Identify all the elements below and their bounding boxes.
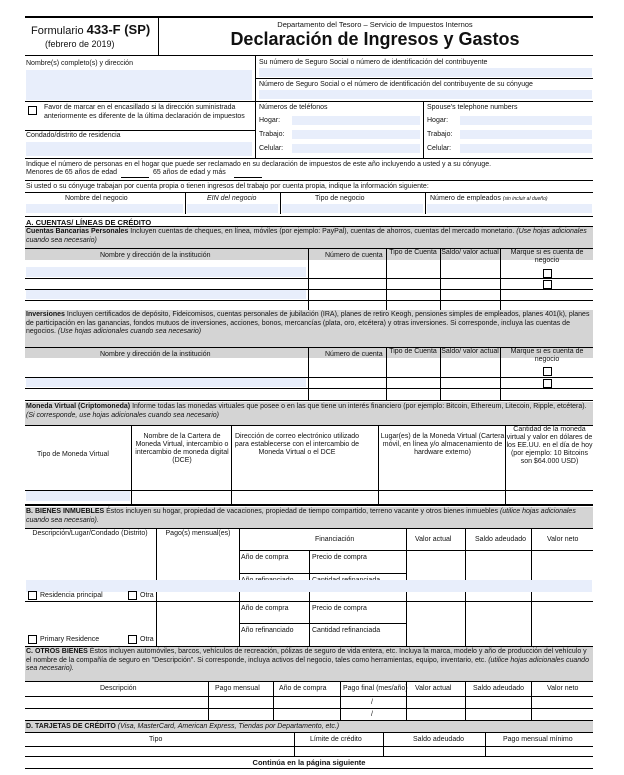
- other-checkbox-2[interactable]: [128, 635, 137, 644]
- ssn-spouse-label: Número de Seguro Social o el número de identificación del contribuyente de su cónyuge: [259, 81, 533, 88]
- inv-col-account: Número de cuenta: [325, 351, 383, 358]
- address-change-text: Favor de marcar en el encasillado si la dirección suministrada anteriormente es diferente de la última declaración de impuestos: [44, 104, 245, 120]
- ein-label: EIN del negocio: [207, 195, 257, 202]
- address-change-checkbox[interactable]: [28, 106, 37, 115]
- oa-col-final: Pago final (mes/año): [343, 685, 408, 692]
- self-employed-text: Si usted o su cónyuge trabajan por cuenta propia o tienen ingresos del trabajo por cuenta propia, indique la información siguiente:: [26, 183, 429, 190]
- oa-col-net: Valor neto: [547, 685, 579, 692]
- county-label: Condado/distrito de residencia: [26, 132, 121, 139]
- business-name-field[interactable]: [26, 204, 183, 213]
- name-address-label: Nombre(s) completo(s) y dirección: [26, 60, 133, 67]
- over65-label: 65 años de edad y más: [153, 169, 226, 176]
- department-name: Departamento del Tesoro – Servicio de Impuestos Internos: [277, 20, 473, 29]
- inv-row-2[interactable]: [26, 378, 306, 387]
- bank-row-2[interactable]: [26, 289, 306, 299]
- spouse-cell-field[interactable]: [460, 144, 592, 153]
- re1-purchase-price: Precio de compra: [312, 554, 367, 561]
- oa-row2-slash: /: [371, 711, 373, 718]
- re-col-desc: Descripción/Lugar/Condado (Distrito): [32, 530, 148, 537]
- home-phone-label: Hogar:: [259, 117, 281, 124]
- inv-col-business: Marque si es cuenta de negocio: [510, 348, 584, 363]
- re1-year-purchase: Año de compra: [241, 554, 289, 561]
- re-row-1-fields[interactable]: [26, 580, 592, 592]
- bank-business-checkbox-2[interactable]: [543, 280, 552, 289]
- re-col-payment: Pago(s) mensual(es): [165, 530, 231, 537]
- crypto-col-wallet: Nombre de la Cartera de Moneda Virtual, intercambio o intercambio de moneda digital (DCE): [135, 433, 229, 464]
- primary-residence-checkbox-2[interactable]: [28, 635, 37, 644]
- other-label-1: Otra: [140, 592, 154, 599]
- form-header: [25, 16, 593, 56]
- spouse-cell-label: Celular:: [427, 145, 452, 152]
- spouse-work-field[interactable]: [460, 130, 592, 139]
- form-number: Formulario 433-F (SP): [31, 22, 151, 37]
- oa-col-desc: Descripción: [100, 685, 137, 692]
- re-col-net: Valor neto: [547, 536, 579, 543]
- re2-year-purchase: Año de compra: [241, 605, 289, 612]
- bank-col-business: Marque si es cuenta de negocio: [510, 249, 584, 264]
- bank-col-account: Número de cuenta: [325, 252, 383, 259]
- re2-purchase-price: Precio de compra: [312, 605, 367, 612]
- crypto-col-value: Cantidad de la moneda virtual y valor en dólares de los EE.UU. en el día de hoy (por ejemplo: 10 Bitcoins son $64.000 USD): [506, 426, 593, 465]
- form-page: [25, 16, 593, 770]
- county-field[interactable]: [26, 142, 252, 156]
- business-name-label: Nombre del negocio: [65, 195, 128, 202]
- work-phone-field[interactable]: [292, 130, 420, 139]
- spouse-work-label: Trabajo:: [427, 131, 453, 138]
- form-title: Declaración de Ingresos y Gastos: [230, 29, 520, 49]
- ssn-taxpayer-field[interactable]: [259, 68, 592, 77]
- crypto-row-1[interactable]: [26, 491, 130, 501]
- bank-col-name: Nombre y dirección de la institución: [100, 252, 211, 259]
- under65-label: Menores de 65 años de edad: [26, 169, 118, 176]
- other-checkbox-1[interactable]: [128, 591, 137, 600]
- section-a-title: A. CUENTAS/ LÍNEAS DE CRÉDITO: [26, 218, 152, 227]
- form-date: (febrero de 2019): [45, 39, 115, 49]
- re-col-balance: Saldo adeudado: [475, 536, 526, 543]
- section-c-text: C. OTROS BIENES Éstos incluyen automóviles, barcos, vehículos de recreación, pólizas de seguro de vida entera, etc. Incluya la marca, modelo y año de producción del vehículo y el nombre de la compañía de seguro en "Descripción". Si corresponde, incluya activos del negocio, tales como herramientas, equipo, inventario, etc. (utilice hojas adicionales cuando sea necesario).: [26, 648, 589, 672]
- re-col-financing: Financiación: [315, 536, 355, 543]
- re2-year-refi: Año refinanciado: [241, 627, 294, 634]
- crypto-text: Moneda Virtual (Criptomoneda) Informe todas las monedas virtuales que posee o en las que tiene un interés financiero (por ejemplo: Bitcoin, Ethereum, Litecoin, Ripple, etcétera). (Si corresponde, use hojas adicionales cuando sea necesario): [26, 403, 587, 419]
- ssn-taxpayer-label: Su número de Seguro Social o número de identificación del contribuyente: [259, 59, 488, 66]
- bank-row-1[interactable]: [26, 267, 306, 277]
- cell-phone-label: Celular:: [259, 145, 284, 152]
- primary-residence-label-2: Primary Residence: [40, 636, 100, 643]
- section-b-text: B. BIENES INMUEBLES Éstos incluyen su hogar, propiedad de vacaciones, propiedad de tiempo compartido, terreno vacante y otros bienes inmuebles (utilice hojas adicionales cuando sea necesario).: [26, 508, 576, 524]
- section-d-title: D. TARJETAS DE CRÉDITO (Visa, MasterCard, American Express, Tiendas por Departamento, etc.): [26, 723, 340, 730]
- re2-refi-amount: Cantidad refinanciada: [312, 627, 381, 634]
- investments-text: Inversiones Incluyen certificados de depósito, Fideicomisos, cuentas personales de jubilación (IRA), planes de retiro Keogh, pensiones simples de empleados, planes 401(k), planes de participación en las ganancias, fondos mutuos de inversiones, acciones, bonos, mercancías (plata, oro, etcétera) y otras inversiones. Si corresponde, incluya las cuentas de negocios. (Use hojas adicionales cuando sea necesario): [26, 311, 590, 335]
- other-label-2: Otra: [140, 636, 154, 643]
- business-type-label: Tipo de negocio: [315, 195, 365, 202]
- name-address-field[interactable]: [26, 70, 252, 100]
- cc-col-balance: Saldo adeudado: [413, 736, 464, 743]
- oa-col-year: Año de compra: [279, 685, 327, 692]
- phones-label: Números de teléfonos: [259, 104, 328, 111]
- home-phone-field[interactable]: [292, 116, 420, 125]
- cell-phone-field[interactable]: [292, 144, 420, 153]
- bank-business-checkbox-1[interactable]: [543, 269, 552, 278]
- crypto-col-email: Dirección de correo electrónico utilizado para establecerse con el intercambio de Moneda Virtual o el DCE: [234, 433, 360, 456]
- bank-accounts-text: Cuentas Bancarias Personales Incluyen cuentas de cheques, en línea, móviles (por ejemplo: PayPal), cuentas de ahorros, cuentas del mercado monetario. (Use hojas adicionales cuando sea necesario): [26, 228, 587, 244]
- cc-col-type: Tipo: [149, 736, 163, 743]
- inv-business-checkbox-1[interactable]: [543, 367, 552, 376]
- oa-col-value: Valor actual: [415, 685, 452, 692]
- ssn-spouse-field[interactable]: [259, 90, 592, 99]
- primary-residence-label-1: Residencia principal: [40, 592, 103, 599]
- inv-business-checkbox-2[interactable]: [543, 379, 552, 388]
- crypto-col-type: Tipo de Moneda Virtual: [37, 451, 109, 458]
- bank-col-type: Tipo de Cuenta: [389, 249, 437, 256]
- oa-row1-slash: /: [371, 699, 373, 706]
- inv-col-type: Tipo de Cuenta: [389, 348, 437, 355]
- primary-residence-checkbox-1[interactable]: [28, 591, 37, 600]
- spouse-phones-label: Spouse's telephone numbers: [427, 104, 518, 111]
- continue-footer: Continúa en la página siguiente: [252, 758, 366, 767]
- employees-field[interactable]: [427, 204, 592, 213]
- employees-label: Número de empleados (sin incluir al dueño): [430, 195, 548, 202]
- cc-col-limit: Límite de crédito: [310, 736, 362, 743]
- spouse-home-field[interactable]: [460, 116, 592, 125]
- crypto-col-location: Lugar(es) de la Moneda Virtual (Cartera móvil, en línea y/o almacenamiento de hardware externo): [380, 433, 505, 456]
- work-phone-label: Trabajo:: [259, 131, 285, 138]
- re-col-value: Valor actual: [415, 536, 452, 543]
- form-id-box: [25, 18, 159, 56]
- household-text: Indique el número de personas en el hogar que puede ser reclamado en su declaración de impuestos de este año incluyendo a usted y a su cónyuge.: [26, 161, 492, 168]
- oa-col-monthly: Pago mensual: [215, 685, 260, 692]
- bank-col-balance: Saldo/ valor actual: [441, 249, 499, 256]
- inv-col-name: Nombre y dirección de la institución: [100, 351, 211, 358]
- inv-col-balance: Saldo/ valor actual: [441, 348, 499, 355]
- business-type-field[interactable]: [282, 204, 423, 213]
- cc-col-min: Pago mensual mínimo: [503, 736, 573, 743]
- oa-col-balance: Saldo adeudado: [473, 685, 524, 692]
- ein-field[interactable]: [187, 204, 278, 213]
- spouse-home-label: Hogar:: [427, 117, 449, 124]
